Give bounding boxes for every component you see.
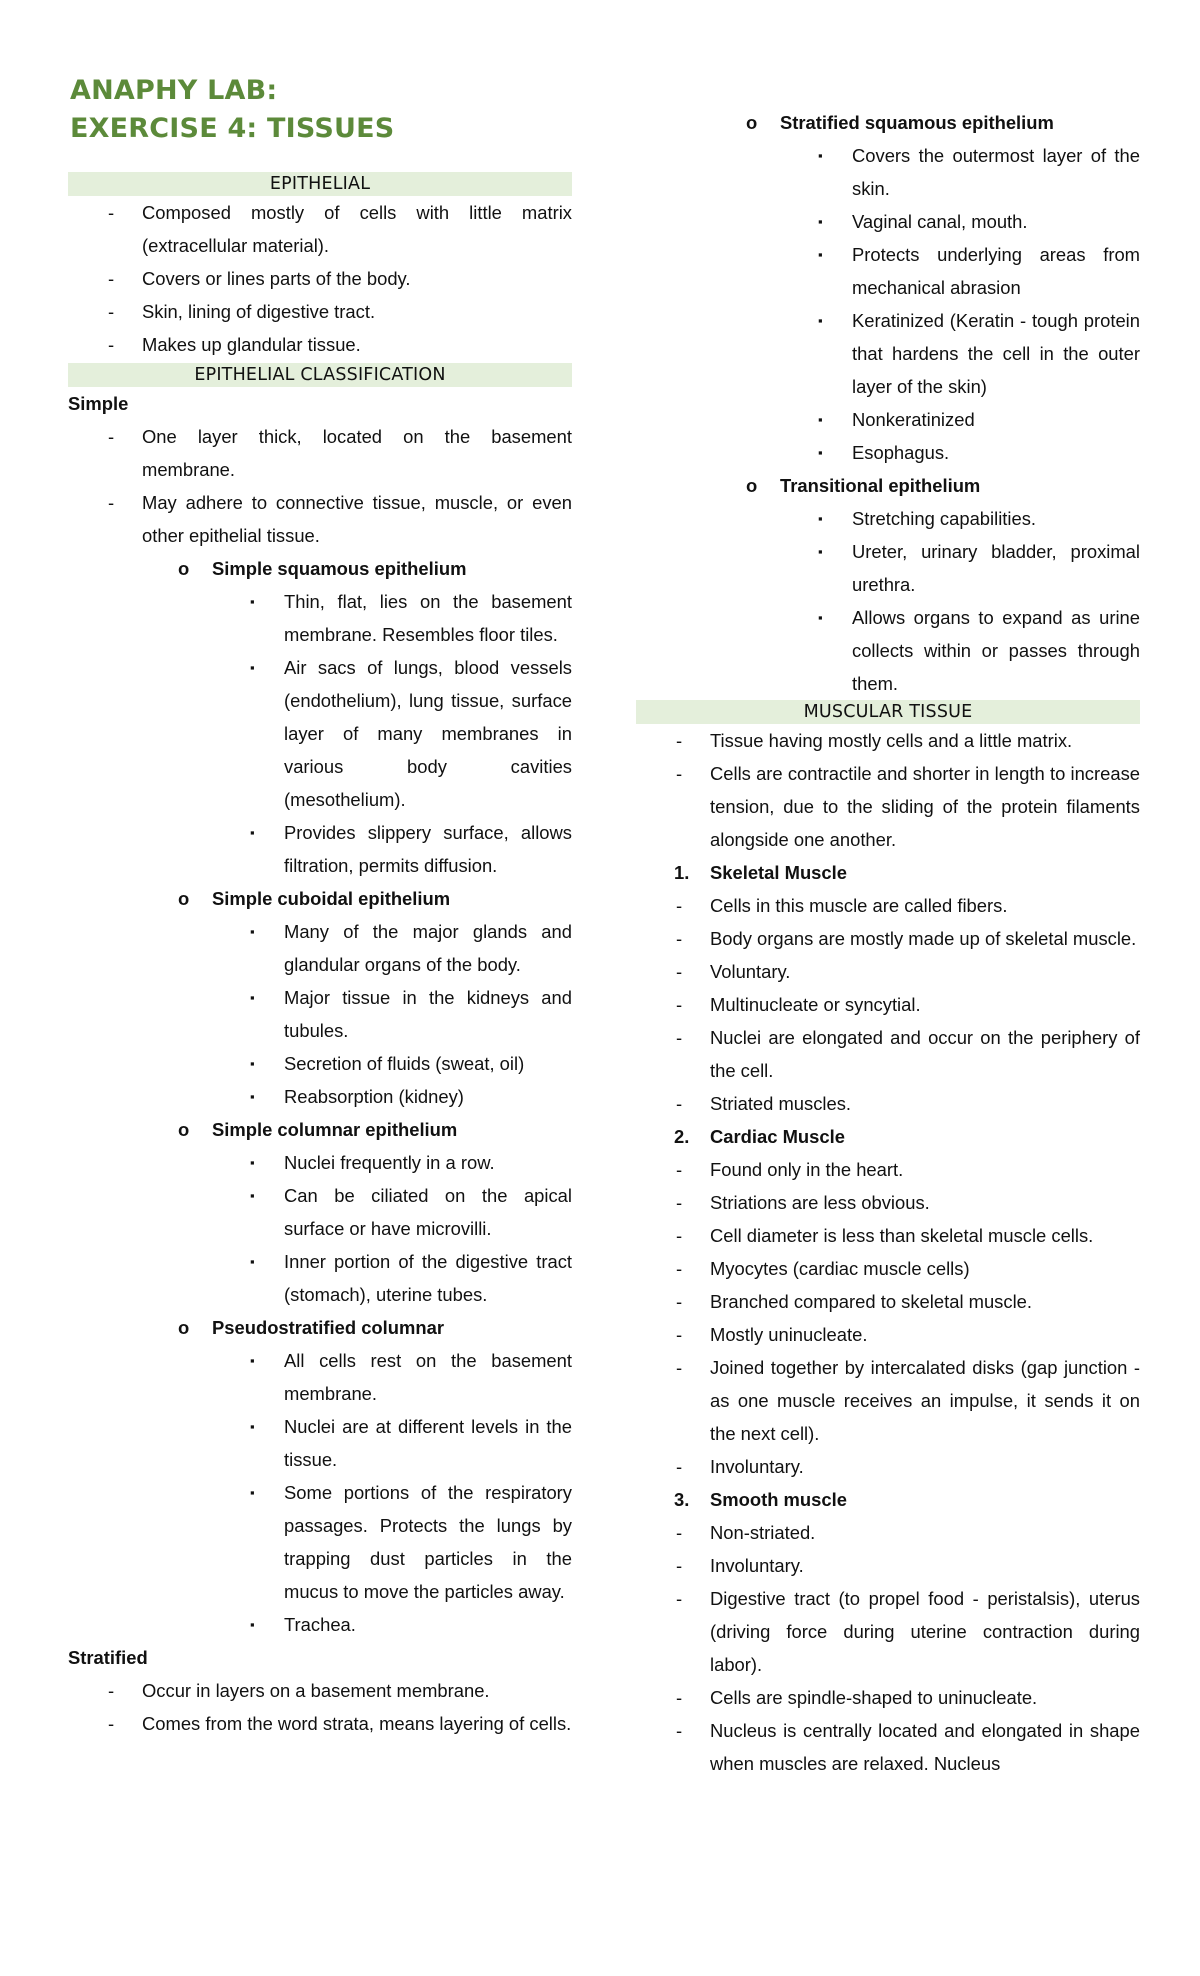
dash-bullet: -	[676, 763, 683, 784]
list-item: - Occur in layers on a basement membrane.	[68, 1674, 572, 1707]
list-item: ▪ Air sacs of lungs, blood vessels (endothelium), lung tissue, surface layer of many membranes in various body cavities (mesothelium).	[68, 651, 572, 816]
square-bullet: ▪	[250, 924, 255, 939]
list-item: ▪ Keratinized (Keratin - tough protein that hardens the cell in the outer layer of the skin)	[636, 304, 1140, 403]
list-item: ▪ Thin, flat, lies on the basement membrane. Resembles floor tiles.	[68, 585, 572, 651]
list-item: - Nuclei are elongated and occur on the periphery of the cell.	[636, 1021, 1140, 1087]
list-item: ▪ Reabsorption (kidney)	[68, 1080, 572, 1113]
square-bullet: ▪	[818, 445, 823, 460]
list-item: - Branched compared to skeletal muscle.	[636, 1285, 1140, 1318]
square-bullet: ▪	[250, 1353, 255, 1368]
list-item: - Nucleus is centrally located and elongated in shape when muscles are relaxed. Nucleus	[636, 1714, 1140, 1780]
list-item: - May adhere to connective tissue, muscle, or even other epithelial tissue.	[68, 486, 572, 552]
list-item: - Joined together by intercalated disks (gap junction - as one muscle receives an impulse, it sends it on the next cell).	[636, 1351, 1140, 1450]
list-item: - Cell diameter is less than skeletal muscle cells.	[636, 1219, 1140, 1252]
dash-bullet: -	[676, 1357, 683, 1378]
dash-bullet: -	[676, 1687, 683, 1708]
list-item: ▪ All cells rest on the basement membrane.	[68, 1344, 572, 1410]
muscle-type-heading: 3. Smooth muscle	[636, 1483, 1140, 1516]
list-item: - Skin, lining of digestive tract.	[68, 295, 572, 328]
square-bullet: ▪	[250, 660, 255, 675]
list-item: - Makes up glandular tissue.	[68, 328, 572, 361]
square-bullet: ▪	[250, 1617, 255, 1632]
dash-bullet: -	[676, 928, 683, 949]
muscle-type-heading: 1. Skeletal Muscle	[636, 856, 1140, 889]
muscle-type-heading: 2. Cardiac Muscle	[636, 1120, 1140, 1153]
dash-bullet: -	[108, 1680, 115, 1701]
list-number: 3.	[674, 1489, 690, 1510]
list-item: - Cells are contractile and shorter in length to increase tension, due to the sliding of the protein filaments alongside one another.	[636, 757, 1140, 856]
dash-bullet: -	[676, 1258, 683, 1279]
list-item: ▪ Allows organs to expand as urine collects within or passes through them.	[636, 601, 1140, 700]
square-bullet: ▪	[250, 1485, 255, 1500]
list-item: - Involuntary.	[636, 1450, 1140, 1483]
square-bullet: ▪	[818, 214, 823, 229]
dash-bullet: -	[676, 1456, 683, 1477]
dash-bullet: -	[676, 1555, 683, 1576]
dash-bullet: -	[108, 334, 115, 355]
list-item: ▪ Some portions of the respiratory passages. Protects the lungs by trapping dust particles in the mucus to move the particles away.	[68, 1476, 572, 1608]
tissue-type-heading: o Simple cuboidal epithelium	[68, 882, 572, 915]
dash-bullet: -	[676, 895, 683, 916]
tissue-type-heading: o Stratified squamous epithelium	[636, 106, 1140, 139]
list-item: - Non-striated.	[636, 1516, 1140, 1549]
list-item: - Body organs are mostly made up of skeletal muscle.	[636, 922, 1140, 955]
list-item: - Striated muscles.	[636, 1087, 1140, 1120]
tissue-type-heading: o Pseudostratified columnar	[68, 1311, 572, 1344]
square-bullet: ▪	[818, 148, 823, 163]
dash-bullet: -	[676, 1192, 683, 1213]
list-item: - One layer thick, located on the basement membrane.	[68, 420, 572, 486]
square-bullet: ▪	[250, 1056, 255, 1071]
dash-bullet: -	[676, 1093, 683, 1114]
circle-bullet: o	[178, 1317, 190, 1338]
subheading-stratified: Stratified	[68, 1647, 148, 1668]
list-item: ▪ Vaginal canal, mouth.	[636, 205, 1140, 238]
list-item: - Cells are spindle-shaped to uninucleate.	[636, 1681, 1140, 1714]
dash-bullet: -	[676, 1159, 683, 1180]
square-bullet: ▪	[250, 1089, 255, 1104]
square-bullet: ▪	[818, 511, 823, 526]
dash-bullet: -	[108, 202, 115, 223]
list-item: ▪ Protects underlying areas from mechanical abrasion	[636, 238, 1140, 304]
dash-bullet: -	[676, 730, 683, 751]
dash-bullet: -	[676, 1291, 683, 1312]
section-header-muscular: MUSCULAR TISSUE	[636, 700, 1140, 724]
list-item: - Composed mostly of cells with little matrix (extracellular material).	[68, 196, 572, 262]
list-item: - Tissue having mostly cells and a little matrix.	[636, 724, 1140, 757]
list-item: - Covers or lines parts of the body.	[68, 262, 572, 295]
title-line-2: EXERCISE 4: TISSUES	[70, 113, 395, 144]
square-bullet: ▪	[818, 610, 823, 625]
circle-bullet: o	[178, 1119, 190, 1140]
list-item: - Involuntary.	[636, 1549, 1140, 1582]
list-item: ▪ Inner portion of the digestive tract (stomach), uterine tubes.	[68, 1245, 572, 1311]
left-column	[68, 172, 572, 1740]
list-item: - Striations are less obvious.	[636, 1186, 1140, 1219]
list-item: ▪ Ureter, urinary bladder, proximal urethra.	[636, 535, 1140, 601]
dash-bullet: -	[108, 1713, 115, 1734]
list-item: ▪ Secretion of fluids (sweat, oil)	[68, 1047, 572, 1080]
square-bullet: ▪	[818, 544, 823, 559]
square-bullet: ▪	[250, 990, 255, 1005]
circle-bullet: o	[178, 558, 190, 579]
list-number: 2.	[674, 1126, 690, 1147]
list-item: ▪ Stretching capabilities.	[636, 502, 1140, 535]
subheading-simple: Simple	[68, 393, 129, 414]
section-header-epithelial: EPITHELIAL	[68, 172, 572, 196]
list-number: 1.	[674, 862, 690, 883]
list-item: ▪ Nonkeratinized	[636, 403, 1140, 436]
list-item: - Cells in this muscle are called fibers.	[636, 889, 1140, 922]
list-item: - Multinucleate or syncytial.	[636, 988, 1140, 1021]
list-item: ▪ Can be ciliated on the apical surface or have microvilli.	[68, 1179, 572, 1245]
square-bullet: ▪	[250, 1419, 255, 1434]
dash-bullet: -	[676, 1720, 683, 1741]
square-bullet: ▪	[250, 825, 255, 840]
dash-bullet: -	[108, 268, 115, 289]
dash-bullet: -	[676, 1324, 683, 1345]
tissue-type-heading: o Simple columnar epithelium	[68, 1113, 572, 1146]
dash-bullet: -	[108, 492, 115, 513]
square-bullet: ▪	[250, 1188, 255, 1203]
dash-bullet: -	[676, 1588, 683, 1609]
circle-bullet: o	[746, 475, 758, 496]
page-title	[70, 72, 394, 148]
dash-bullet: -	[676, 1027, 683, 1048]
tissue-type-heading: o Simple squamous epithelium	[68, 552, 572, 585]
list-item: ▪ Nuclei frequently in a row.	[68, 1146, 572, 1179]
list-item: ▪ Provides slippery surface, allows filtration, permits diffusion.	[68, 816, 572, 882]
dash-bullet: -	[676, 1225, 683, 1246]
title-line-1: ANAPHY LAB:	[70, 75, 278, 106]
list-item: ▪ Many of the major glands and glandular organs of the body.	[68, 915, 572, 981]
tissue-type-heading: o Transitional epithelium	[636, 469, 1140, 502]
square-bullet: ▪	[250, 594, 255, 609]
list-item: - Comes from the word strata, means layering of cells.	[68, 1707, 572, 1740]
square-bullet: ▪	[250, 1155, 255, 1170]
list-item: ▪ Esophagus.	[636, 436, 1140, 469]
list-item: - Digestive tract (to propel food - peristalsis), uterus (driving force during uterine contraction during labor).	[636, 1582, 1140, 1681]
section-header-classification: EPITHELIAL CLASSIFICATION	[68, 363, 572, 387]
list-item: - Mostly uninucleate.	[636, 1318, 1140, 1351]
list-item: ▪ Trachea.	[68, 1608, 572, 1641]
circle-bullet: o	[746, 112, 758, 133]
square-bullet: ▪	[818, 247, 823, 262]
square-bullet: ▪	[250, 1254, 255, 1269]
list-item: ▪ Nuclei are at different levels in the tissue.	[68, 1410, 572, 1476]
dash-bullet: -	[108, 426, 115, 447]
dash-bullet: -	[676, 1522, 683, 1543]
list-item: - Myocytes (cardiac muscle cells)	[636, 1252, 1140, 1285]
square-bullet: ▪	[818, 313, 823, 328]
list-item: ▪ Major tissue in the kidneys and tubules.	[68, 981, 572, 1047]
list-item: - Voluntary.	[636, 955, 1140, 988]
right-column	[636, 106, 1140, 1780]
circle-bullet: o	[178, 888, 190, 909]
dash-bullet: -	[108, 301, 115, 322]
dash-bullet: -	[676, 961, 683, 982]
square-bullet: ▪	[818, 412, 823, 427]
list-item: - Found only in the heart.	[636, 1153, 1140, 1186]
dash-bullet: -	[676, 994, 683, 1015]
list-item: ▪ Covers the outermost layer of the skin.	[636, 139, 1140, 205]
